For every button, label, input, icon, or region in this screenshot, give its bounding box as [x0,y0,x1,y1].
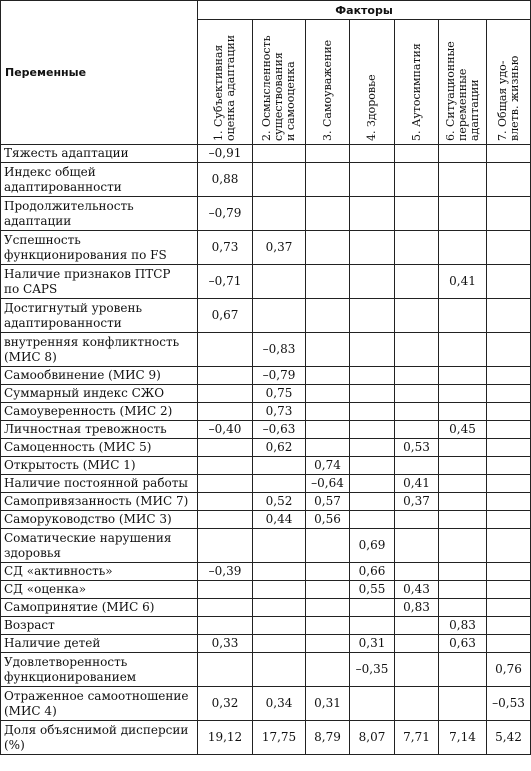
variable-label [1,529,198,563]
loading-cell [198,653,253,687]
loading-cell [306,367,350,385]
variables-header: Переменные [1,1,198,145]
loading-cell [306,385,350,403]
factor-name-line: 1. Субъективная [212,44,225,141]
factor-column-header [306,20,350,145]
variable-label-line: по CAPS [4,281,58,296]
loading-cell: –0,83 [253,333,306,367]
variable-label-line: Личностная тревожность [4,422,167,436]
loading-cell [487,197,531,231]
table-row [1,635,531,653]
variable-label-line: Самопринятие (МИС 6) [4,600,155,614]
variable-label-line: Удовлетворенность [4,654,128,669]
loading-cell [306,231,350,265]
loading-cell [350,197,395,231]
variable-label [1,457,198,475]
variable-label-line: СД «оценка» [4,582,87,596]
loading-cell: –0,71 [198,265,253,299]
table-row [1,529,531,563]
loading-cell [350,145,395,163]
table-row [1,197,531,231]
loading-cell [439,197,487,231]
loading-cell: 0,34 [253,687,306,721]
loading-cell [306,333,350,367]
variable-label [1,145,198,163]
loading-cell: 0,67 [198,299,253,333]
loading-cell [306,145,350,163]
loading-cell [198,581,253,599]
loading-cell [487,439,531,457]
loading-cell [306,439,350,457]
loading-cell: 0,43 [395,581,439,599]
loading-cell [253,635,306,653]
loading-cell [306,599,350,617]
loading-cell [306,403,350,421]
variable-label [1,439,198,457]
table-row [1,563,531,581]
loading-cell [350,231,395,265]
loading-cell [439,581,487,599]
variable-label [1,197,198,231]
factor-name-line: влетв. жизнью [507,55,521,141]
factor-name-line: 4. Здоровье [365,74,378,141]
variable-label-line: Достигнутый уровень [4,300,143,315]
loading-cell [439,599,487,617]
loading-cell: 0,66 [350,563,395,581]
variable-label [1,163,198,197]
loading-cell [198,367,253,385]
table-row [1,265,531,299]
loading-cell [306,617,350,635]
loading-cell [395,529,439,563]
loading-cell [395,617,439,635]
factor-name-line: 6. Ситуационные [443,41,457,141]
factor-name-line: переменные [455,68,469,141]
loading-cell [439,231,487,265]
loading-cell [198,475,253,493]
loading-cell [487,529,531,563]
loading-cell [350,493,395,511]
variable-label-line: адаптированности [4,179,122,194]
variable-label [1,493,198,511]
table-row [1,421,531,439]
loading-cell: 0,33 [198,635,253,653]
loading-cell [306,299,350,333]
loading-cell [487,617,531,635]
loading-cell [439,163,487,197]
variable-label [1,635,198,653]
loading-cell [198,511,253,529]
variable-label-line: Суммарный индекс СЖО [4,386,165,400]
variable-label-line: Отраженное самоотношение [4,688,189,703]
loading-cell: –0,39 [198,563,253,581]
loading-cell [395,265,439,299]
loading-cell: –0,63 [253,421,306,439]
table-row [1,687,531,721]
loading-cell [395,403,439,421]
loading-cell [439,511,487,529]
loading-cell: 0,45 [439,421,487,439]
loading-cell [198,385,253,403]
loading-cell [439,529,487,563]
loading-cell: 0,69 [350,529,395,563]
loading-cell [487,385,531,403]
variable-label-line: Открытость (МИС 1) [4,458,136,472]
loading-cell: 0,41 [439,265,487,299]
loading-cell: 0,57 [306,493,350,511]
loading-cell: 0,73 [198,231,253,265]
loading-cell [395,511,439,529]
loading-cell [198,333,253,367]
loading-cell [487,265,531,299]
loading-cell [253,581,306,599]
table-row [1,333,531,367]
table-row [1,511,531,529]
loading-cell: 0,37 [253,231,306,265]
loading-cell [395,687,439,721]
table-row [1,493,531,511]
loading-cell [439,457,487,475]
loading-cell [306,421,350,439]
factor-column-header [350,20,395,145]
loading-cell [487,457,531,475]
loading-cell [350,687,395,721]
loading-cell [253,145,306,163]
variable-label [1,581,198,599]
loading-cell [439,145,487,163]
loading-cell [395,197,439,231]
loading-cell [306,635,350,653]
loading-cell [350,367,395,385]
loading-cell: 8,79 [306,721,350,755]
loading-cell [395,299,439,333]
loading-cell: 19,12 [198,721,253,755]
loading-cell [198,439,253,457]
loading-cell: 7,14 [439,721,487,755]
loading-cell [439,385,487,403]
loading-cell [439,367,487,385]
table-row [1,439,531,457]
factor-column-header [253,20,306,145]
variable-label [1,721,198,755]
loading-cell [439,563,487,581]
table-row [1,367,531,385]
loading-cell [253,529,306,563]
variable-label [1,367,198,385]
loading-cell [395,367,439,385]
variable-label-line: (МИС 4) [4,703,57,718]
loading-cell [350,163,395,197]
loading-cell [350,439,395,457]
factor-name-line: оценка адаптации [224,34,237,141]
loading-cell: 0,83 [395,599,439,617]
table-row [1,385,531,403]
loading-cell [439,687,487,721]
variable-label [1,511,198,529]
loading-cell [306,163,350,197]
loading-cell [306,653,350,687]
table-row [1,403,531,421]
variable-label-line: адаптации [4,213,72,228]
variable-label [1,299,198,333]
loading-cell: 8,07 [350,721,395,755]
variable-label-line: адаптированности [4,315,122,330]
loading-cell [395,421,439,439]
variable-label-line: внутренняя конфликтность [4,334,180,349]
loading-cell [395,231,439,265]
loading-cell [395,333,439,367]
loading-cell [487,563,531,581]
variable-label-line: Соматические нарушения [4,530,172,545]
table-row [1,231,531,265]
variable-label-line: (МИС 8) [4,349,57,364]
factor-column-header [395,20,439,145]
loading-cell [253,563,306,581]
loading-cell [487,163,531,197]
variable-label-line: Продолжительность [4,198,134,213]
loading-cell [253,475,306,493]
variable-label-line: Доля объяснимой дисперсии [4,722,189,737]
loading-cell [487,475,531,493]
loading-cell: 0,44 [253,511,306,529]
loading-cell [253,617,306,635]
table-row [1,599,531,617]
variable-label-line: СД «активность» [4,564,113,578]
variable-label [1,265,198,299]
variable-label [1,563,198,581]
loading-cell: 0,83 [439,617,487,635]
loading-cell: 0,88 [198,163,253,197]
loading-cell: 0,31 [306,687,350,721]
loading-cell [439,475,487,493]
loading-cell [253,457,306,475]
factor-column-header [487,20,531,145]
variable-label [1,653,198,687]
loading-cell [306,563,350,581]
loading-cell: –0,79 [253,367,306,385]
variable-label [1,421,198,439]
loading-cell: 0,53 [395,439,439,457]
loading-cell [487,511,531,529]
loading-cell [306,197,350,231]
loading-cell [487,581,531,599]
loading-cell [350,511,395,529]
loading-cell: 0,32 [198,687,253,721]
variable-label [1,385,198,403]
factor-name-line: 5. Аутосимпатия [409,43,423,141]
loading-cell [439,333,487,367]
loading-cell [395,145,439,163]
loading-cell [487,403,531,421]
variable-label-line: функционированием [4,669,137,684]
variable-label-line: Успешность [4,232,81,247]
loading-cell: 0,73 [253,403,306,421]
loading-cell [253,163,306,197]
factor-name-line: 7. Общая удо- [495,60,509,141]
loading-cell [487,635,531,653]
factor-name-line: 2. Осмысленность [260,35,273,141]
table-row [1,653,531,687]
variable-label-line: Наличие детей [4,636,101,650]
factor-name-line: и самооценка [284,61,297,141]
variable-label [1,231,198,265]
loading-cell [487,599,531,617]
table-row [1,475,531,493]
variable-label-line: Наличие признаков ПТСР [4,266,171,281]
loading-cell [198,529,253,563]
loading-cell [350,385,395,403]
loading-cell [487,367,531,385]
table-body [1,145,531,755]
variable-label-line: Самопривязанность (МИС 7) [4,494,189,508]
loading-cell [439,439,487,457]
loading-cell: 0,55 [350,581,395,599]
variable-label [1,599,198,617]
table-row [1,163,531,197]
loading-cell: –0,53 [487,687,531,721]
loading-cell [395,563,439,581]
variable-label-line: Самоценность (МИС 5) [4,440,152,454]
loading-cell: 17,75 [253,721,306,755]
table-row [1,581,531,599]
factor-column-header [439,20,487,145]
loading-cell: 0,63 [439,635,487,653]
loading-cell [350,299,395,333]
loading-cell: –0,79 [198,197,253,231]
table-row [1,145,531,163]
loading-cell [487,493,531,511]
loading-cell [198,599,253,617]
loading-cell [350,403,395,421]
loading-cell [350,457,395,475]
table-row [1,299,531,333]
loading-cell [439,299,487,333]
loading-cell [395,653,439,687]
loading-cell [487,333,531,367]
loading-cell [306,265,350,299]
loading-cell: –0,40 [198,421,253,439]
loading-cell [487,231,531,265]
loading-cell [439,403,487,421]
variable-label [1,403,198,421]
loading-cell [198,617,253,635]
loading-cell [439,493,487,511]
loading-cell [253,299,306,333]
loading-cell: 5,42 [487,721,531,755]
loading-cell [487,145,531,163]
variable-label-line: Самообвинение (МИС 9) [4,368,161,382]
variable-label [1,687,198,721]
loading-cell [350,333,395,367]
loading-cell [198,493,253,511]
loading-cell [350,599,395,617]
loading-cell [350,617,395,635]
loading-cell [306,581,350,599]
loading-cell [395,385,439,403]
factors-header: Факторы [198,1,531,20]
loading-cell: 0,74 [306,457,350,475]
variable-label-line: здоровья [4,545,61,560]
loading-cell: –0,91 [198,145,253,163]
loading-cell: 0,52 [253,493,306,511]
variable-label [1,333,198,367]
loading-cell [253,265,306,299]
loading-cell: –0,64 [306,475,350,493]
loading-cell [395,635,439,653]
loading-cell [350,265,395,299]
loading-cell [253,653,306,687]
factor-name-line: 3. Самоуважение [320,39,334,141]
loading-cell: 0,31 [350,635,395,653]
table-row [1,721,531,755]
variable-label-line: Возраст [4,618,55,632]
loading-cell [198,403,253,421]
variable-label-line: Тяжесть адаптации [4,146,129,160]
loading-cell [439,653,487,687]
loading-cell [350,421,395,439]
loading-cell [487,299,531,333]
table-row [1,617,531,635]
variable-label-line: Саморуководство (МИС 3) [4,512,172,526]
loading-cell [253,197,306,231]
table-row [1,457,531,475]
loading-cell: 0,62 [253,439,306,457]
loading-cell [487,421,531,439]
variable-label-line: Индекс общей [4,164,96,179]
variable-label-line: (%) [4,737,25,752]
factor-name-line: существования [272,52,285,141]
loading-cell [350,475,395,493]
variable-label-line: Самоуверенность (МИС 2) [4,404,173,418]
loading-cell [395,457,439,475]
loading-cell: 0,41 [395,475,439,493]
loading-cell: –0,35 [350,653,395,687]
factor-column-header [198,20,253,145]
loading-cell [198,457,253,475]
variable-label [1,475,198,493]
loading-cell: 0,76 [487,653,531,687]
loading-cell: 0,56 [306,511,350,529]
loading-cell: 0,75 [253,385,306,403]
loading-cell: 7,71 [395,721,439,755]
variable-label-line: Наличие постоянной работы [4,476,188,490]
loading-cell [395,163,439,197]
loading-cell: 0,37 [395,493,439,511]
variable-label [1,617,198,635]
factor-name-line: адаптации [467,79,481,141]
loading-cell [306,529,350,563]
loading-cell [253,599,306,617]
variable-label-line: функционирования по FS [4,247,167,262]
